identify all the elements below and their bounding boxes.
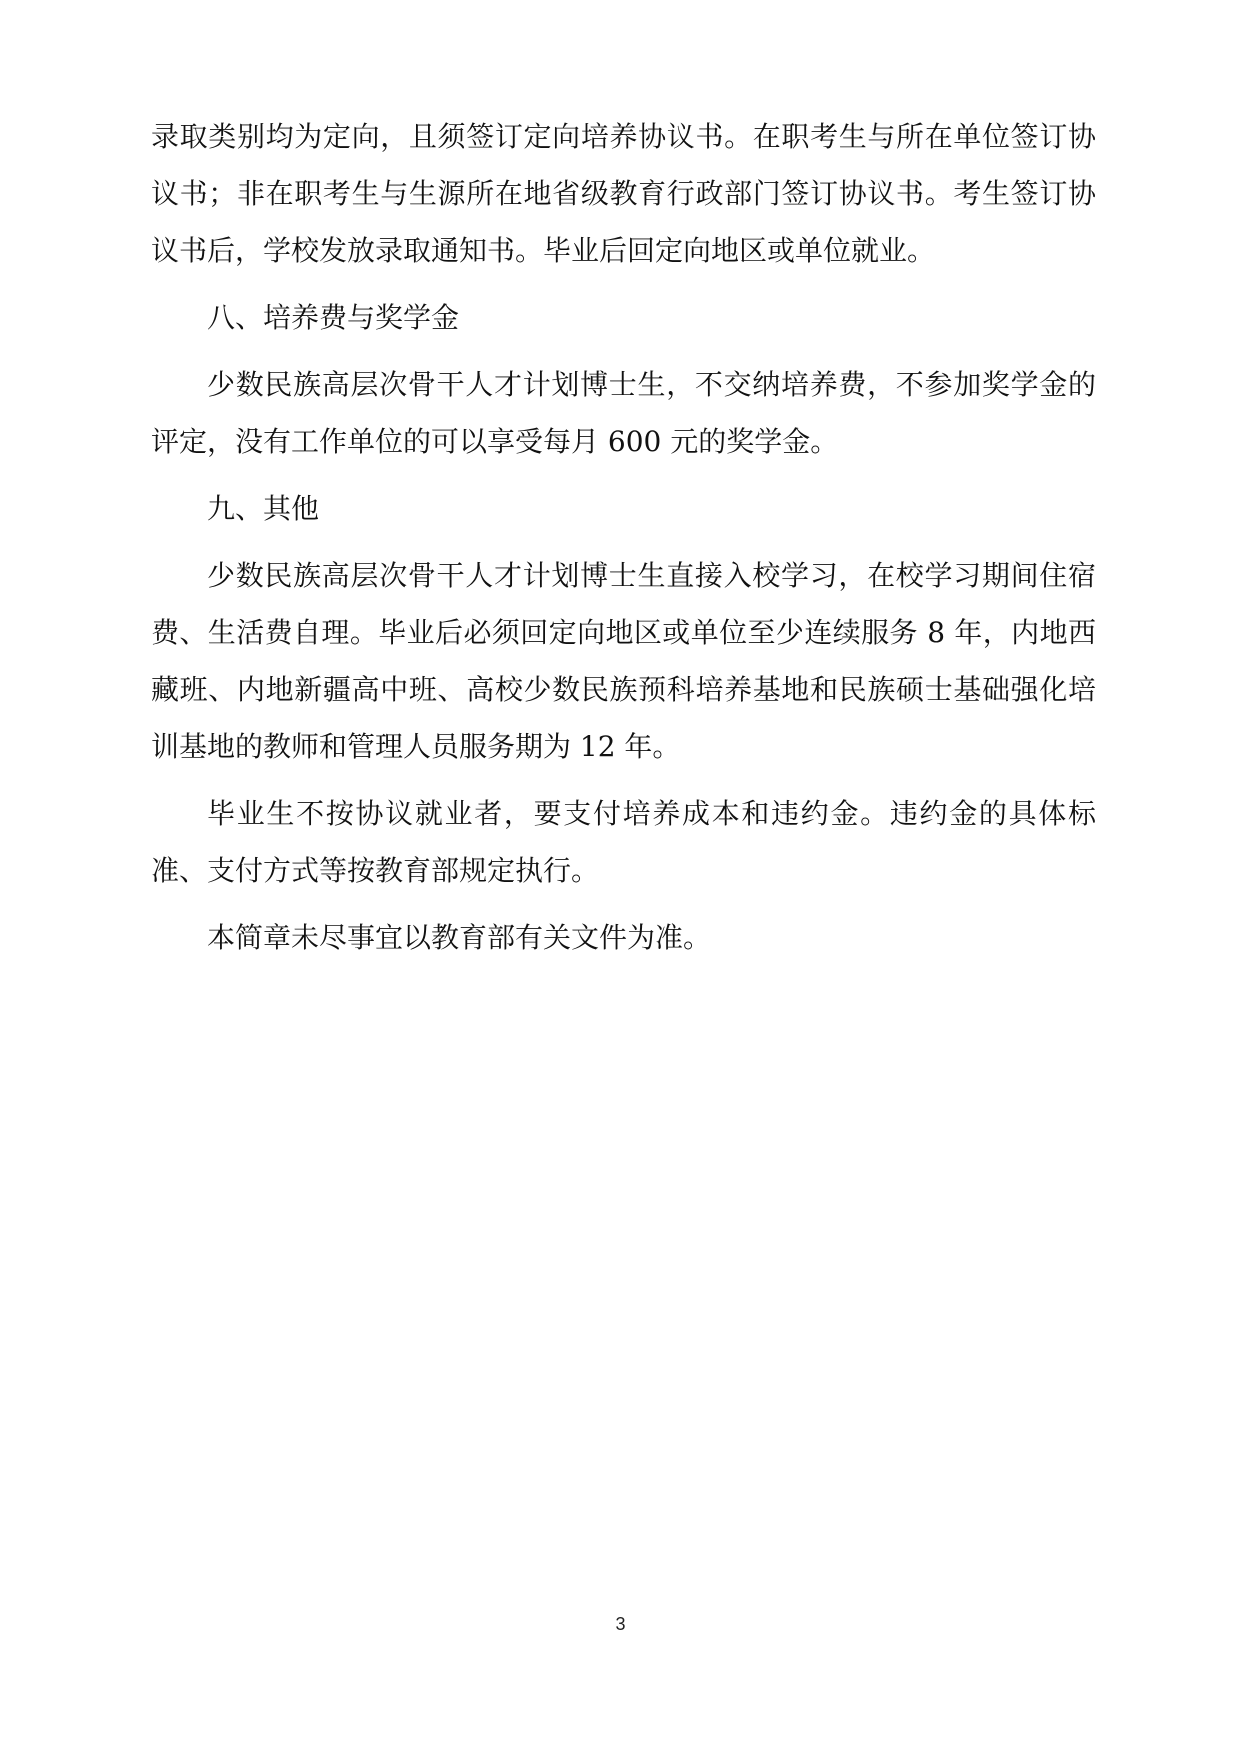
section-heading-9: 九、其他 xyxy=(207,492,320,525)
section-9-paragraph-2: 毕业生不按协议就业者，要支付培养成本和违约金。违约金的具体标准、支付方式等按教育部规定执行。 xyxy=(151,797,1096,887)
section-heading-8: 八、培养费与奖学金 xyxy=(207,301,460,334)
section-9-paragraph-3: 本简章未尽事宜以教育部有关文件为准。 xyxy=(207,921,712,954)
section-9-paragraph-1: 少数民族高层次骨干人才计划博士生直接入校学习，在校学习期间住宿费、生活费自理。毕业后必须回定向地区或单位至少连续服务 8 年，内地西藏班、内地新疆高中班、高校少数民族预科培养基地和民族硕士基础强化培训基地的教师和管理人员服务期为 12 年。 xyxy=(151,559,1096,763)
section-8-paragraph: 少数民族高层次骨干人才计划博士生，不交纳培养费，不参加奖学金的评定，没有工作单位的可以享受每月 600 元的奖学金。 xyxy=(151,368,1096,458)
continued-paragraph: 录取类别均为定向，且须签订定向培养协议书。在职考生与所在单位签订协议书；非在职考生与生源所在地省级教育行政部门签订协议书。考生签订协议书后，学校发放录取通知书。毕业后回定向地区或单位就业。 xyxy=(151,120,1096,267)
document-body xyxy=(151,108,1096,976)
page-number: 3 xyxy=(615,1614,626,1634)
